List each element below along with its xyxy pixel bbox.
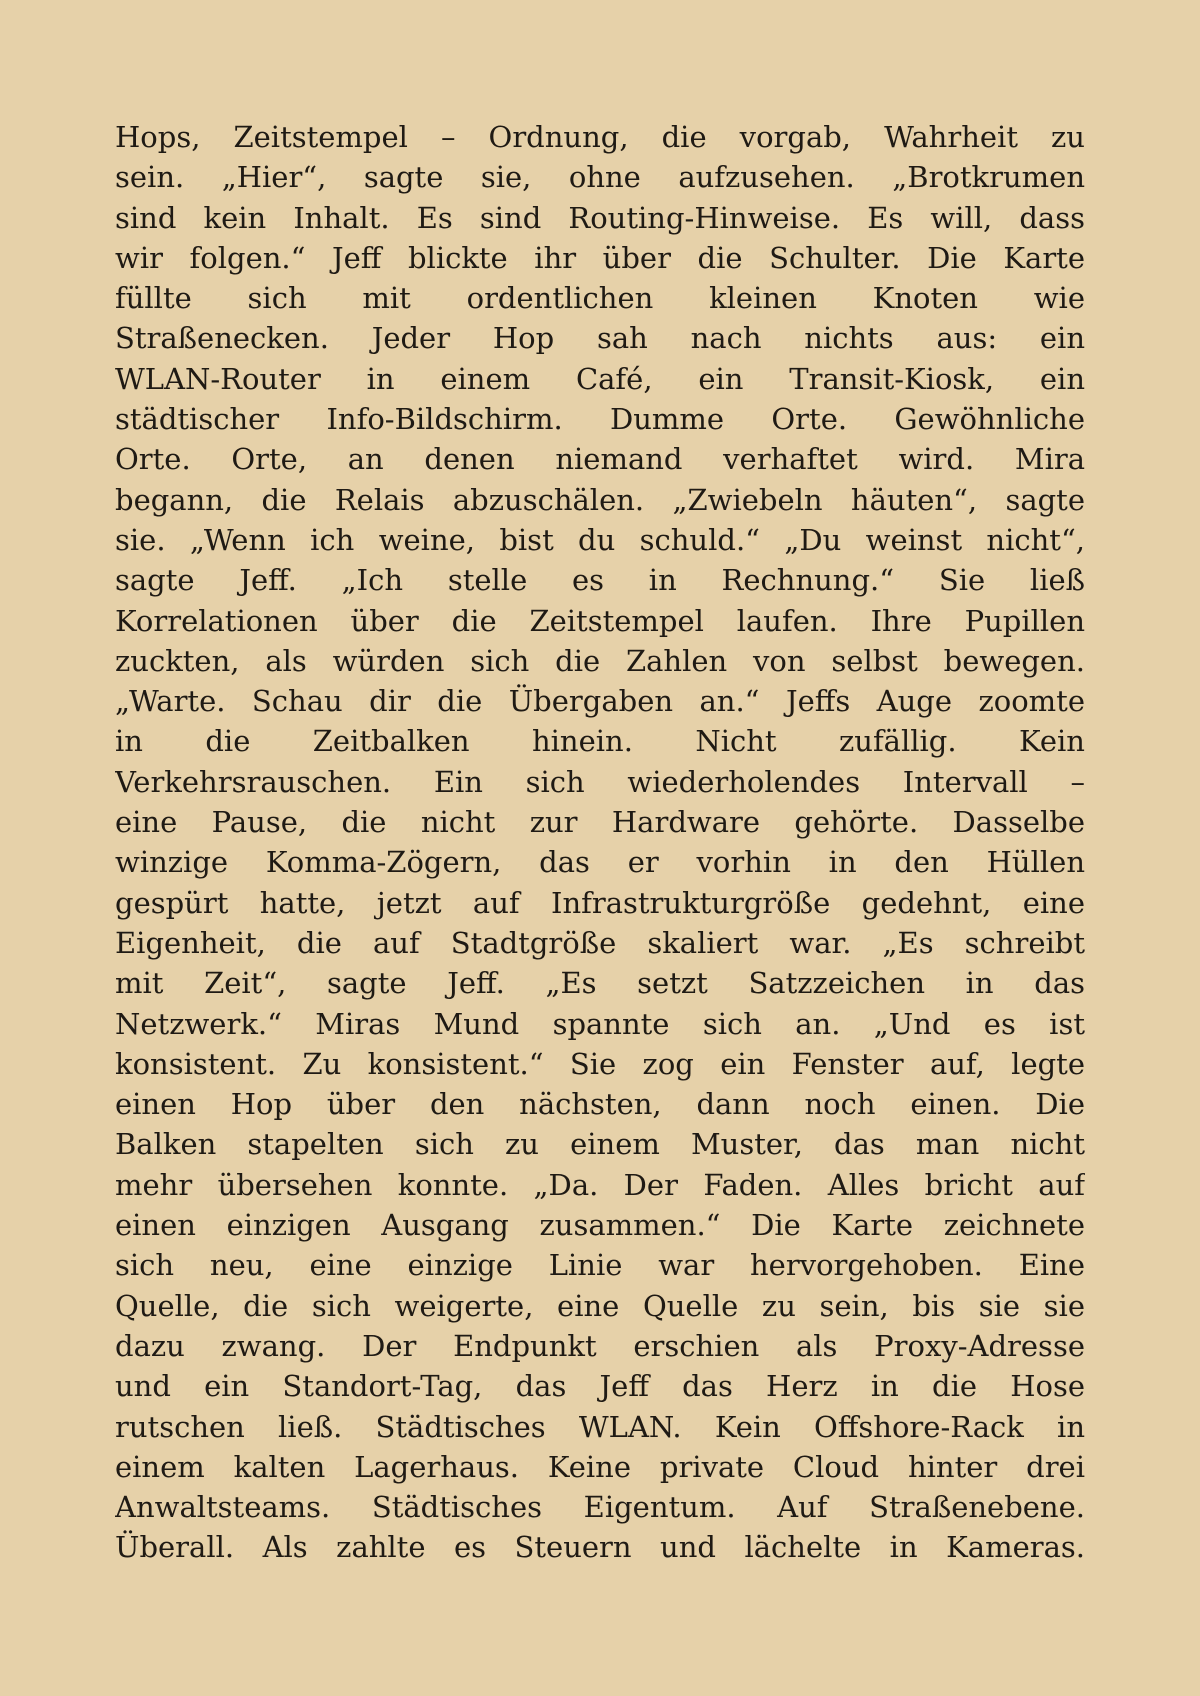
text-line: einen einzigen Ausgang zusammen.“ Die Karte zeichnete [115,1208,1085,1243]
text-line: und ein Standort-Tag, das Jeff das Herz in die Hose [115,1369,1085,1404]
text-line: wir folgen.“ Jeff blickte ihr über die Schulter. Die Karte [115,240,1085,275]
text-line: Anwaltsteams. Städtisches Eigentum. Auf Straßenebene. [115,1490,1085,1525]
text-line: konsistent. Zu konsistent.“ Sie zog ein Fenster auf, legte [115,1046,1085,1081]
text-line: Korrelationen über die Zeitstempel laufen. Ihre Pupillen [115,603,1085,638]
text-line: sie. „Wenn ich weine, bist du schuld.“ „Du weinst nicht“, [115,522,1085,557]
text-line: Balken stapelten sich zu einem Muster, das man nicht [115,1127,1085,1162]
text-line: winzige Komma-Zögern, das er vorhin in den Hüllen [115,845,1085,880]
text-line: einen Hop über den nächsten, dann noch einen. Die [115,1087,1085,1122]
text-line: in die Zeitbalken hinein. Nicht zufällig. Kein [115,724,1085,759]
text-line: Verkehrsrauschen. Ein sich wiederholendes Intervall – [115,764,1085,799]
text-line: Überall. Als zahlte es Steuern und lächelte in Kameras. [115,1530,1085,1565]
text-line: zuckten, als würden sich die Zahlen von selbst bewegen. [115,643,1085,678]
text-line: gespürt hatte, jetzt auf Infrastrukturgröße gedehnt, eine [115,885,1085,920]
text-line: sagte Jeff. „Ich stelle es in Rechnung.“ Sie ließ [115,563,1085,598]
text-line: sein. „Hier“, sagte sie, ohne aufzusehen. „Brotkrumen [115,160,1085,195]
text-line: mehr übersehen konnte. „Da. Der Faden. Alles bricht auf [115,1167,1085,1202]
page-body-text [115,117,1085,1568]
text-line: städtischer Info-Bildschirm. Dumme Orte. Gewöhnliche [115,402,1085,437]
text-line: sich neu, eine einzige Linie war hervorgehoben. Eine [115,1248,1085,1283]
text-line: rutschen ließ. Städtisches WLAN. Kein Offshore-Rack in [115,1409,1085,1444]
text-line: mit Zeit“, sagte Jeff. „Es setzt Satzzeichen in das [115,966,1085,1001]
text-line: einem kalten Lagerhaus. Keine private Cloud hinter drei [115,1449,1085,1484]
text-line: „Warte. Schau dir die Übergaben an.“ Jeffs Auge zoomte [115,684,1085,719]
text-line: sind kein Inhalt. Es sind Routing-Hinweise. Es will, dass [115,200,1085,235]
text-line: Orte. Orte, an denen niemand verhaftet wird. Mira [115,442,1085,477]
text-line: Straßenecken. Jeder Hop sah nach nichts aus: ein [115,321,1085,356]
text-line: WLAN-Router in einem Café, ein Transit-Kiosk, ein [115,361,1085,396]
text-line: dazu zwang. Der Endpunkt erschien als Proxy-Adresse [115,1328,1085,1363]
text-line: begann, die Relais abzuschälen. „Zwiebeln häuten“, sagte [115,482,1085,517]
text-line: Hops, Zeitstempel – Ordnung, die vorgab, Wahrheit zu [115,120,1085,154]
text-line: Quelle, die sich weigerte, eine Quelle zu sein, bis sie sie [115,1288,1085,1323]
text-line: eine Pause, die nicht zur Hardware gehörte. Dasselbe [115,805,1085,840]
text-line: füllte sich mit ordentlichen kleinen Knoten wie [115,281,1085,316]
text-line: Eigenheit, die auf Stadtgröße skaliert war. „Es schreibt [115,925,1085,960]
text-line: Netzwerk.“ Miras Mund spannte sich an. „Und es ist [115,1006,1085,1041]
